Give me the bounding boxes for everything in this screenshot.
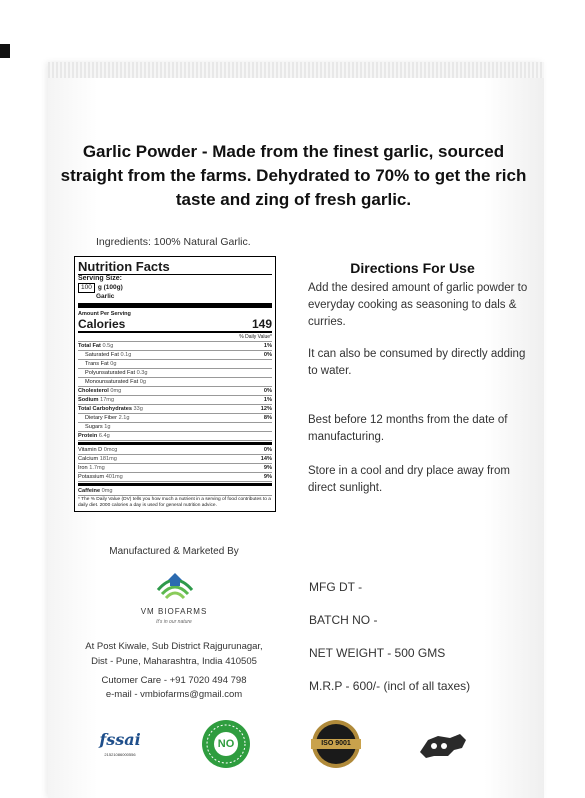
nutrition-facts-panel bbox=[74, 256, 276, 512]
nutrient-label: Vitamin D bbox=[78, 447, 103, 453]
nutrient-row bbox=[78, 378, 272, 387]
brand-name: VM BIOFARMS bbox=[140, 607, 208, 616]
nutrient-row bbox=[78, 464, 272, 473]
divider bbox=[78, 303, 272, 308]
calories-row bbox=[78, 318, 272, 331]
nutrient-rows bbox=[78, 342, 272, 496]
serving-amount: 100 bbox=[78, 283, 95, 293]
directions-paragraph: It can also be consumed by directly adding to water. bbox=[308, 348, 526, 377]
nutrient-row bbox=[78, 432, 272, 441]
serving-unit: g (100g) bbox=[97, 284, 123, 291]
amount-per-serving: Amount Per Serving bbox=[78, 311, 131, 317]
make-in-india-text: MAKE IN INDIA bbox=[430, 733, 456, 737]
address-line: At Post Kiwale, Sub District Rajgurunagar, bbox=[85, 641, 263, 652]
nutrition-title: Nutrition Facts bbox=[78, 259, 272, 275]
nutrient-daily-value: 12% bbox=[260, 406, 272, 412]
nutrient-row bbox=[78, 455, 272, 464]
no-preservatives-text: NO bbox=[217, 738, 235, 750]
nutrient-label: Sugars bbox=[85, 424, 103, 430]
nutrient-daily-value: 14% bbox=[260, 456, 272, 462]
address-line: Dist - Pune, Maharashtra, India 410505 bbox=[91, 656, 257, 667]
vm-biofarms-logo bbox=[152, 560, 198, 606]
nutrient-label: Total Carbohydrates bbox=[78, 406, 132, 412]
nutrient-row bbox=[78, 396, 272, 405]
divider bbox=[78, 483, 272, 486]
nutrient-amount: 0mg bbox=[110, 388, 122, 394]
batch-number: BATCH NO - bbox=[309, 613, 378, 627]
nutrient-amount: 0.1g bbox=[120, 352, 132, 358]
nutrient-daily-value: 0% bbox=[263, 447, 272, 453]
divider bbox=[78, 442, 272, 445]
customer-contact bbox=[74, 674, 274, 702]
nutrient-row bbox=[78, 423, 272, 432]
nutrient-row bbox=[78, 446, 272, 455]
nutrient-amount: 181mg bbox=[99, 456, 117, 462]
nutrient-daily-value: 9% bbox=[263, 465, 272, 471]
nutrient-row bbox=[78, 405, 272, 414]
nutrient-amount: 2.1g bbox=[118, 415, 130, 421]
nutrient-amount: 0g bbox=[139, 379, 146, 385]
nutrient-label: Iron bbox=[78, 465, 88, 471]
nutrient-label: Calcium bbox=[78, 456, 99, 462]
manufacturer-address bbox=[74, 639, 274, 669]
mrp: M.R.P - 600/- (incl of all taxes) bbox=[309, 679, 471, 693]
nutrient-label: Saturated Fat bbox=[85, 352, 119, 358]
nutrient-amount: 17mg bbox=[100, 397, 115, 403]
pouch-seal-edge bbox=[48, 62, 544, 78]
nutrient-row bbox=[78, 473, 272, 482]
calories-label: Calories bbox=[78, 317, 126, 331]
serving-size bbox=[78, 283, 272, 293]
fssai-license-number: 21521086000556 bbox=[104, 752, 136, 757]
nutrient-daily-value: 0% bbox=[263, 352, 272, 358]
directions-paragraph: Add the desired amount of garlic powder to everyday cooking as seasoning to dals & curries. bbox=[308, 282, 528, 328]
nutrient-daily-value: 8% bbox=[263, 415, 272, 421]
iso-text: ISO 9001 bbox=[321, 740, 351, 747]
customer-email: e-mail - vmbiofarms@gmail.com bbox=[105, 689, 243, 700]
nutrient-row bbox=[78, 387, 272, 396]
nutrient-row bbox=[78, 351, 272, 360]
product-headline: Garlic Powder - Made from the finest garlic, sourced straight from the farms. Dehydrated to 70% to get the rich taste and zing of fresh garlic. bbox=[60, 142, 527, 209]
nutrient-daily-value: 1% bbox=[263, 397, 272, 403]
ingredients-text: Ingredients: 100% Natural Garlic. bbox=[96, 236, 251, 248]
customer-care: Cutomer Care - +91 7020 494 798 bbox=[101, 675, 247, 686]
nutrient-label: Monounsaturated Fat bbox=[85, 379, 139, 385]
fssai-logo: fssai bbox=[99, 730, 141, 749]
nutrient-amount: 401mg bbox=[105, 474, 123, 480]
nutrient-daily-value: 0% bbox=[263, 388, 272, 394]
nutrient-row bbox=[78, 342, 272, 351]
nutrient-daily-value: 1% bbox=[263, 343, 272, 349]
nutrient-label: Sodium bbox=[78, 397, 99, 403]
mfg-date: MFG DT - bbox=[309, 580, 363, 594]
calories-value: 149 bbox=[251, 317, 272, 331]
brand-tagline: It's in our nature bbox=[156, 619, 192, 625]
nutrient-amount: 6.4g bbox=[98, 433, 110, 439]
nutrient-amount: 0.3g bbox=[136, 370, 148, 376]
directions-paragraph: Store in a cool and dry place away from direct sunlight. bbox=[308, 465, 510, 494]
directions-paragraph: Best before 12 months from the date of manufacturing. bbox=[308, 414, 508, 443]
nutrient-row bbox=[78, 487, 272, 496]
nutrient-row bbox=[78, 414, 272, 423]
nutrition-footnote: * The % Daily Value (DV) tells you how much a nutrient in a serving of food contributes to a daily diet. 2000 calories a day is used for general nutrition advice. bbox=[78, 497, 271, 508]
nutrient-amount: 1g bbox=[104, 424, 111, 430]
manufactured-by-label: Manufactured & Marketed By bbox=[109, 546, 239, 557]
nutrient-amount: 1.7mg bbox=[89, 465, 105, 471]
serving-size-label: Serving Size: bbox=[78, 275, 122, 282]
serving-name: Garlic bbox=[96, 293, 115, 300]
nutrient-label: Total Fat bbox=[78, 343, 101, 349]
nutrient-label: Polyunsaturated Fat bbox=[85, 370, 136, 376]
nutrient-amount: 0.5g bbox=[102, 343, 114, 349]
nutrient-amount: 0g bbox=[110, 361, 117, 367]
nutrient-label: Cholesterol bbox=[78, 388, 109, 394]
nutrient-daily-value: 9% bbox=[263, 474, 272, 480]
nutrient-label: Trans Fat bbox=[85, 361, 109, 367]
nutrient-label: Protein bbox=[78, 433, 98, 439]
nutrient-amount: 0mcg bbox=[103, 447, 118, 453]
nutrient-label: Potassium bbox=[78, 474, 105, 480]
make-in-india-lion-icon bbox=[414, 718, 472, 770]
directions-title: Directions For Use bbox=[350, 260, 475, 276]
nutrient-amount: 0mg bbox=[101, 488, 113, 494]
nutrient-amount: 33g bbox=[133, 406, 143, 412]
nutrient-label: Dietary Fiber bbox=[85, 415, 118, 421]
net-weight: NET WEIGHT - 500 GMS bbox=[309, 646, 446, 660]
nutrient-row bbox=[78, 369, 272, 378]
daily-value-header: % Daily Value* bbox=[78, 331, 272, 342]
nutrient-row bbox=[78, 360, 272, 369]
nutrient-label: Caffeine bbox=[78, 488, 101, 494]
corner-mark bbox=[0, 44, 10, 58]
